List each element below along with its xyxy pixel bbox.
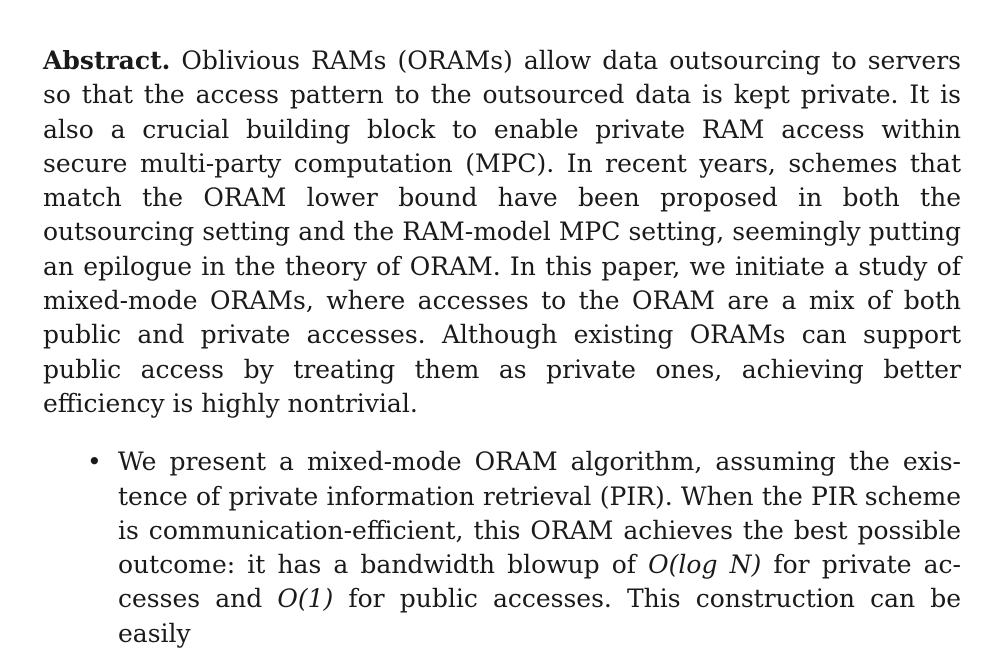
bullet-text-before: We present a mixed-mode ORAM algorithm, assuming the existence of private information retrieval (PIR). When the PIR scheme is communication-efficient, this ORAM achieves the best possible outcome: it has a bandwidth blowup of: [118, 447, 961, 580]
abstract-text: Oblivious RAMs (ORAMs) allow data outsourcing to servers so that the access pattern to the outsourced data is kept private. It is also a crucial building block to enable private RAM access within secure multi-party computation (MPC). In recent years, schemes that match the ORAM lower bound have been proposed in both the outsourcing setting and the RAM-model MPC setting, seemingly putting an epilogue in the theory of ORAM. In this paper, we initiate a study of mixed-mode ORAMs, where accesses to the ORAM are a mix of both public and private accesses. Although existing ORAMs can support public access by treating them as private ones, achieving better efficiency is highly nontrivial.: [43, 46, 961, 418]
paper-page: [43, 44, 961, 651]
math-expression: O(1): [277, 584, 334, 614]
bullet-text-middle: for private accesses and: [118, 550, 961, 614]
bullet-marker: •: [87, 447, 102, 477]
abstract-label: Abstract.: [43, 46, 171, 75]
bullet-text-after: for public accesses. This construction can be easily: [118, 584, 962, 648]
math-expression: O(log N): [648, 550, 762, 580]
abstract-paragraph: [43, 44, 961, 421]
list-item: [43, 445, 961, 651]
bullet-list: [43, 445, 961, 651]
